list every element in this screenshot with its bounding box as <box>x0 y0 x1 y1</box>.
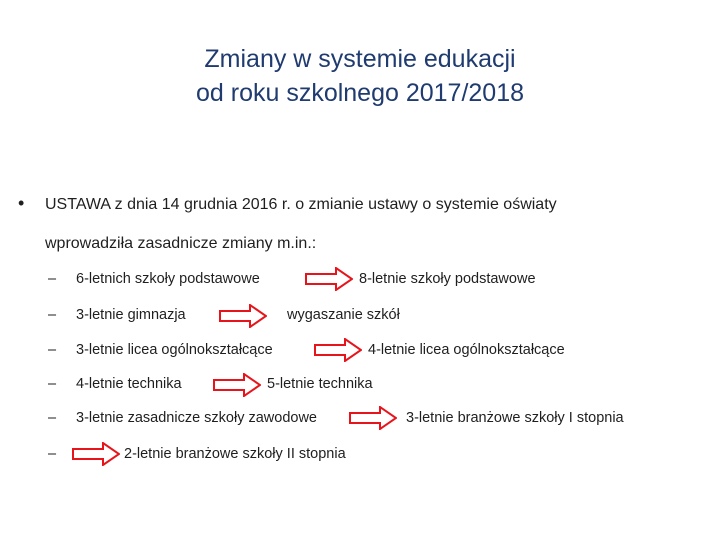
bullet-text-line-2: wprowadziła zasadnicze zmiany m.in.: <box>45 235 317 252</box>
title-line-2: od roku szkolnego 2017/2018 <box>195 79 525 107</box>
list-item-new-3: 4-letnie licea ogólnokształcące <box>368 342 565 358</box>
right-block-arrow-icon <box>219 304 267 328</box>
old-label: 3-letnie gimnazja <box>76 307 186 323</box>
slide-title <box>0 42 720 110</box>
list-item-new-4: 5-letnie technika <box>267 376 373 392</box>
list-item-new-2: wygaszanie szkół <box>287 307 400 323</box>
list-item-old-3 <box>48 342 273 358</box>
list-item-old-4 <box>48 376 182 392</box>
list-item-new-5: 3-letnie branżowe szkoły I stopnia <box>406 410 624 426</box>
title-line-1: Zmiany w systemie edukacji <box>204 45 516 73</box>
dash-marker: – <box>48 342 57 358</box>
bullet-text-line-1: USTAWA z dnia 14 grudnia 2016 r. o zmianie ustawy o systemie oświaty <box>45 196 557 213</box>
list-item-old-2 <box>48 307 186 323</box>
dash-marker: – <box>48 376 57 392</box>
old-label: 3-letnie zasadnicze szkoły zawodowe <box>76 410 317 426</box>
dash-marker: – <box>48 271 57 287</box>
list-item-old-1 <box>48 271 260 287</box>
right-block-arrow-icon <box>305 267 353 291</box>
right-block-arrow-icon <box>349 406 397 430</box>
old-label: 6-letnich szkoły podstawowe <box>76 271 260 287</box>
list-item-old-5 <box>48 410 317 426</box>
list-item-new-6: 2-letnie branżowe szkoły II stopnia <box>124 446 346 462</box>
old-label: 4-letnie technika <box>76 376 182 392</box>
right-block-arrow-icon <box>72 442 120 466</box>
dash-marker: – <box>48 446 57 462</box>
list-item-new-1: 8-letnie szkoły podstawowe <box>359 271 536 287</box>
dash-marker: – <box>48 410 57 426</box>
bullet-marker: • <box>18 193 25 213</box>
dash-marker: – <box>48 307 57 323</box>
old-label: 3-letnie licea ogólnokształcące <box>76 342 273 358</box>
right-block-arrow-icon <box>213 373 261 397</box>
right-block-arrow-icon <box>314 338 362 362</box>
